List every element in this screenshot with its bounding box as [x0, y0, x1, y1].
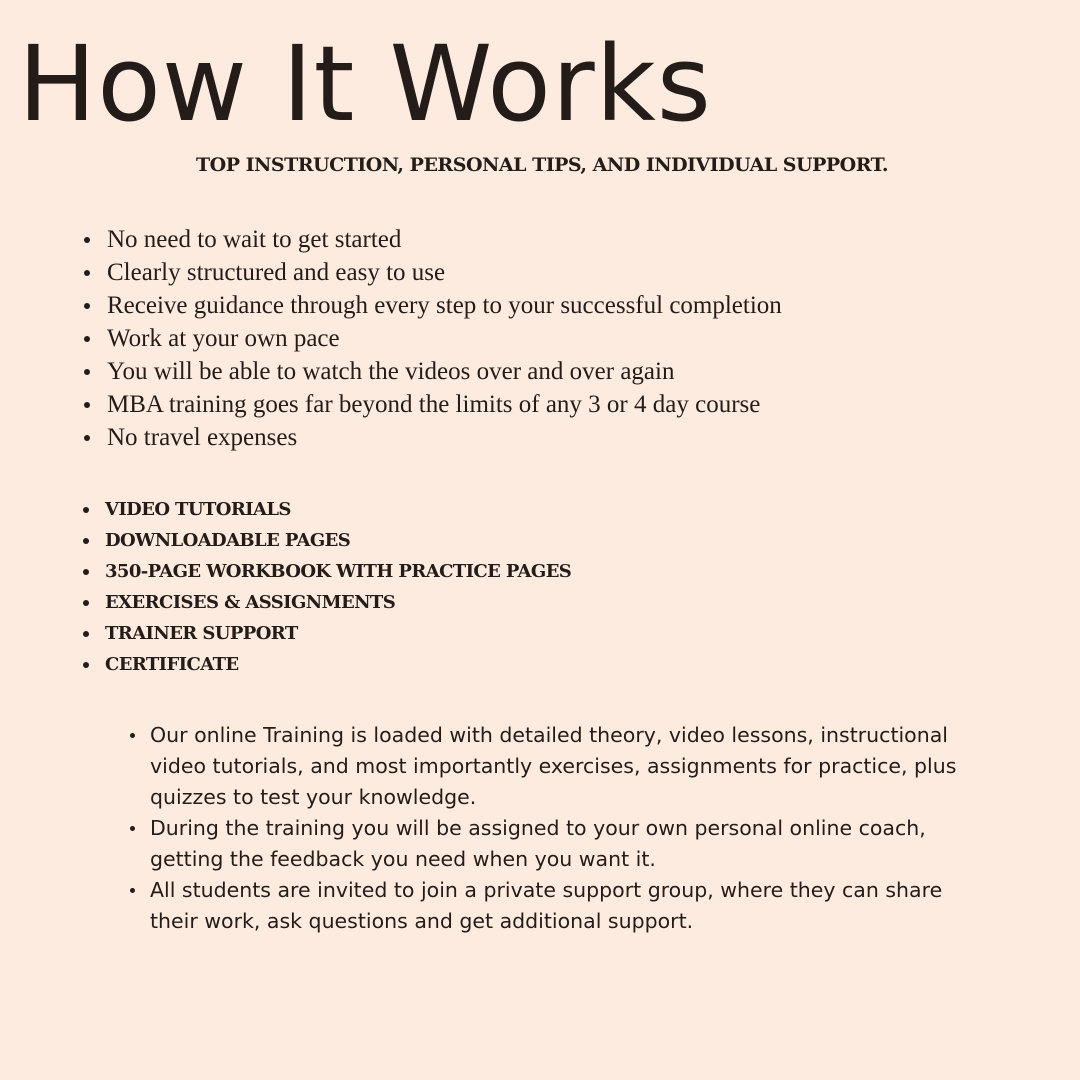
details-list	[150, 720, 990, 937]
list-item: All students are invited to join a private support group, where they can share their work, ask questions and get additional support.	[150, 875, 990, 937]
list-item: No need to wait to get started	[107, 223, 782, 256]
list-item: Receive guidance through every step to your successful completion	[107, 289, 782, 322]
subtitle: TOP INSTRUCTION, PERSONAL TIPS, AND INDIVIDUAL SUPPORT.	[196, 154, 888, 176]
list-item: Work at your own pace	[107, 322, 782, 355]
list-item: EXERCISES & ASSIGNMENTS	[105, 587, 571, 618]
list-item: Our online Training is loaded with detailed theory, video lessons, instructional video tutorials, and most importantly exercises, assignments for practice, plus quizzes to test your knowledge.	[150, 720, 990, 813]
list-item: No travel expenses	[107, 421, 782, 454]
list-item: VIDEO TUTORIALS	[105, 494, 571, 525]
list-item: 350-PAGE WORKBOOK WITH PRACTICE PAGES	[105, 556, 571, 587]
benefits-list	[107, 223, 782, 454]
list-item: CERTIFICATE	[105, 649, 571, 680]
page-title: How It Works	[18, 23, 712, 145]
features-list	[105, 494, 571, 680]
list-item: MBA training goes far beyond the limits of any 3 or 4 day course	[107, 388, 782, 421]
list-item: DOWNLOADABLE PAGES	[105, 525, 571, 556]
list-item: Clearly structured and easy to use	[107, 256, 782, 289]
list-item: During the training you will be assigned to your own personal online coach, getting the feedback you need when you want it.	[150, 813, 990, 875]
list-item: You will be able to watch the videos over and over again	[107, 355, 782, 388]
list-item: TRAINER SUPPORT	[105, 618, 571, 649]
